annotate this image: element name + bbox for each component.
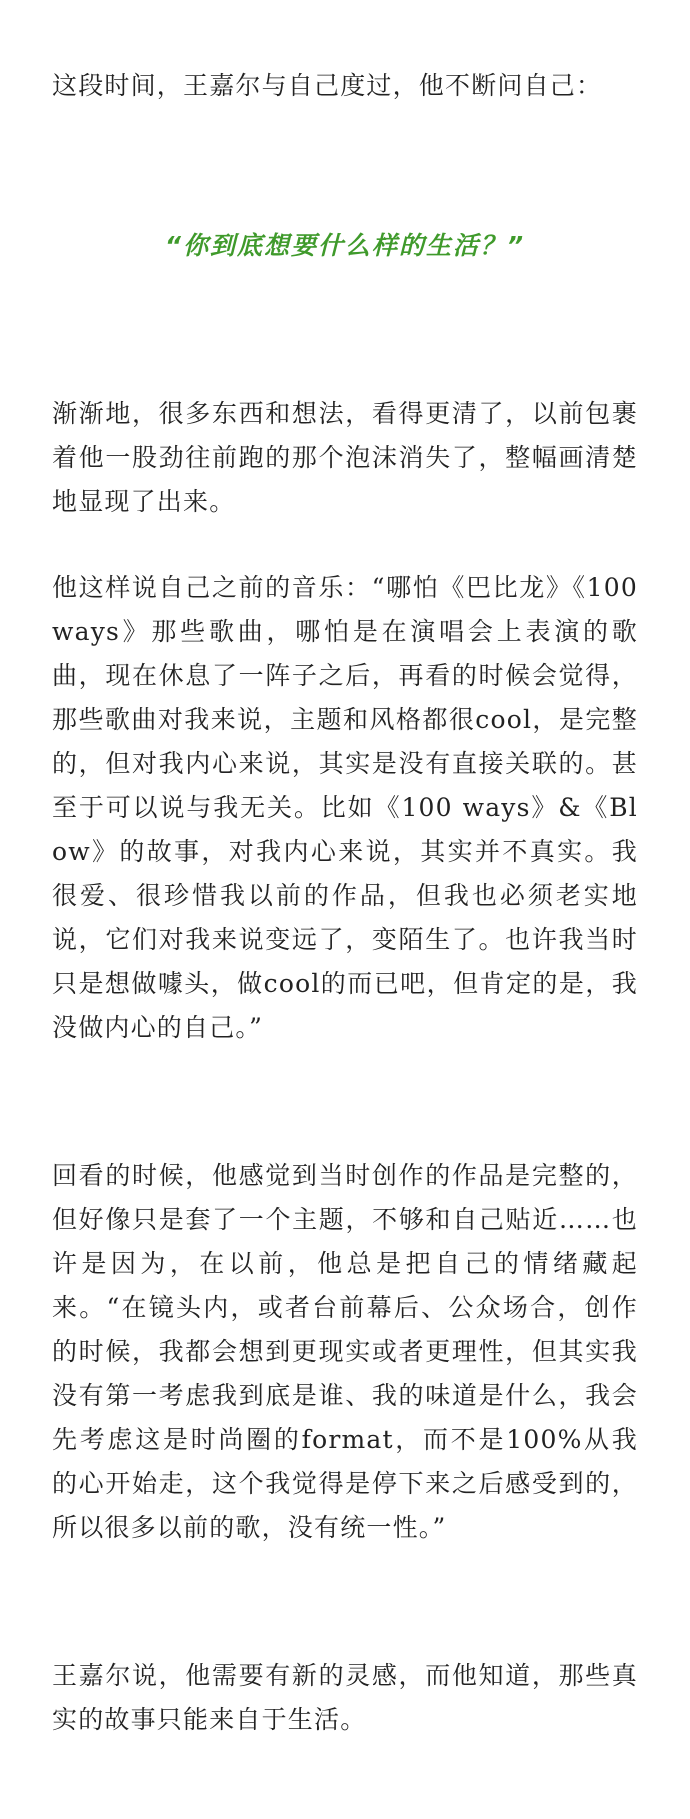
paragraph-conclusion: 王嘉尔说，他需要有新的灵感，而他知道，那些真实的故事只能来自于生活。 <box>52 1661 638 1734</box>
paragraph-past-music: 他这样说自己之前的音乐：“哪怕《巴比龙》《100 ways》那些歌曲，哪怕是在演唱会上表演的歌曲，现在休息了一阵子之后，再看的时候会觉得，那些歌曲对我来说，主题和风格都很cool，是完整的，但对我内心来说，其实是没有直接关联的。甚至于可以说与我无关。比如《100 ways》&《Blow》的故事，对我内心来说，其实并不真实。我很爱、很珍惜我以前的作品，但我也必须老实地说，它们对我来说变远了，变陌生了。也许我当时只是想做噱头，做cool的而已吧，但肯定的是，我没做内心的自己。” <box>52 573 638 1042</box>
pull-quote: “你到底想要什么样的生活？” <box>164 231 526 260</box>
paragraph-intro: 这段时间，王嘉尔与自己度过，他不断问自己： <box>52 71 603 100</box>
paragraph-clarity: 渐渐地，很多东西和想法，看得更清了，以前包裹着他一股劲往前跑的那个泡沫消失了，整幅画清楚地显现了出来。 <box>52 399 638 516</box>
paragraph-reflection: 回看的时候，他感觉到当时创作的作品是完整的，但好像只是套了一个主题，不够和自己贴近……也许是因为，在以前，他总是把自己的情绪藏起来。“在镜头内，或者台前幕后、公众场合，创作的时候，我都会想到更现实或者更理性，但其实我没有第一考虑我到底是谁、我的味道是什么，我会先考虑这是时尚圈的format，而不是100%从我的心开始走，这个我觉得是停下来之后感受到的，所以很多以前的歌，没有统一性。” <box>52 1161 638 1542</box>
